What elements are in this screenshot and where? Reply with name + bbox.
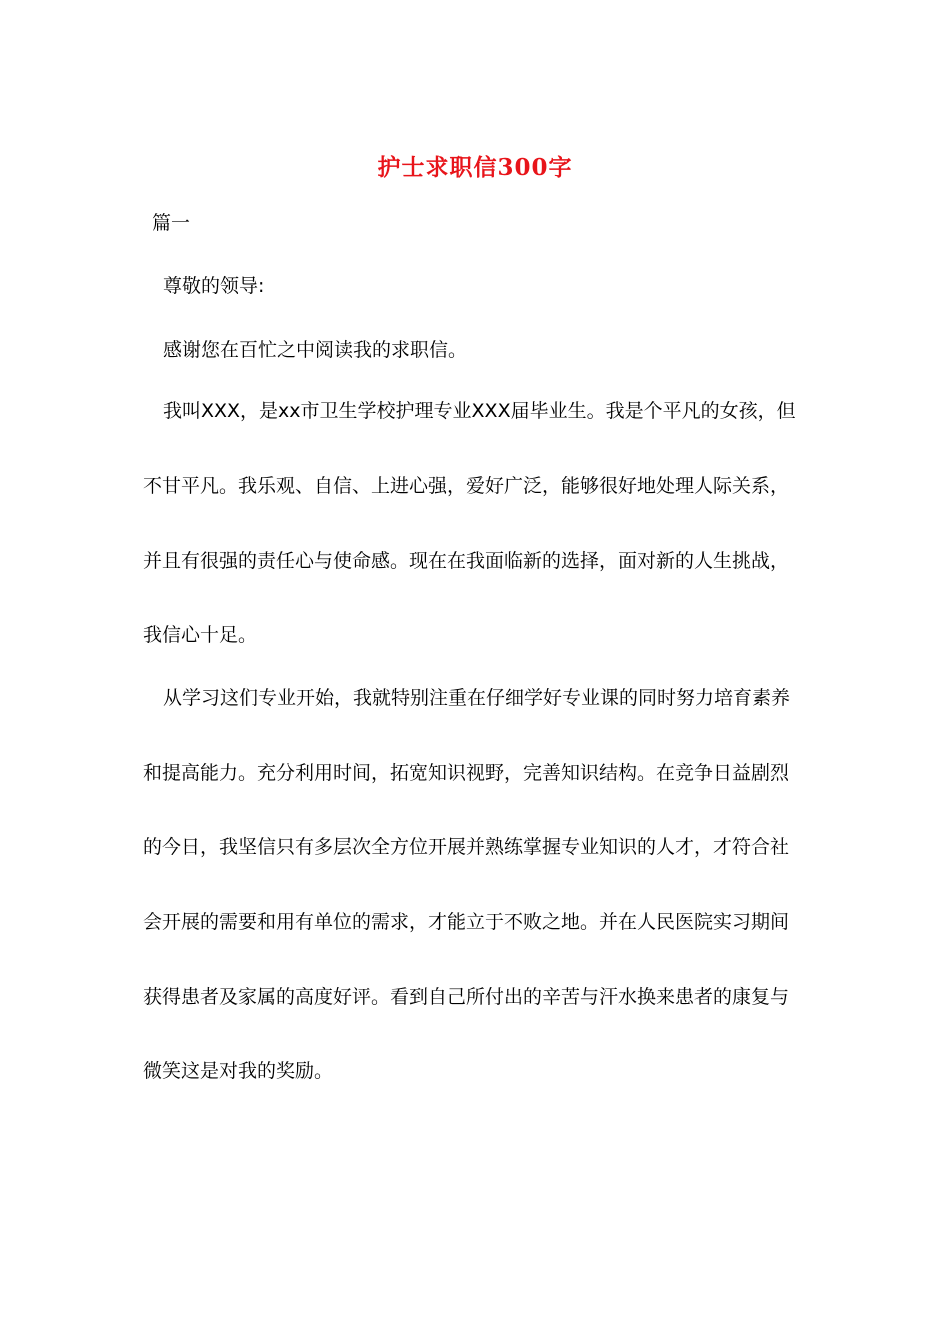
paragraph-line: 会开展的需要和用有单位的需求，才能立于不败之地。并在人民医院实习期间 (143, 911, 790, 933)
paragraph-line: 从学习这们专业开始，我就特别注重在仔细学好专业课的同时努力培育素养 (163, 687, 791, 709)
paragraph-line: 感谢您在百忙之中阅读我的求职信。 (163, 339, 468, 361)
paragraph-line: 和提高能力。充分利用时间，拓宽知识视野，完善知识结构。在竞争日益剧烈 (143, 762, 790, 784)
section-label: 篇一 (152, 212, 191, 234)
paragraph-line: 我叫XXX，是xx市卫生学校护理专业XXX届毕业生。我是个平凡的女孩，但 (163, 400, 796, 422)
paragraph-line: 微笑这是对我的奖励。 (143, 1060, 334, 1082)
greeting-line: 尊敬的领导: (163, 275, 265, 297)
paragraph-line: 我信心十足。 (143, 624, 258, 646)
paragraph-line: 并且有很强的责任心与使命感。现在在我面临新的选择，面对新的人生挑战， (143, 550, 790, 572)
paragraph-line: 不甘平凡。我乐观、自信、上进心强，爱好广泛，能够很好地处理人际关系， (143, 475, 790, 497)
document-title: 护士求职信300字 (377, 154, 573, 181)
paragraph-line: 的今日，我坚信只有多层次全方位开展并熟练掌握专业知识的人才，才符合社 (143, 836, 790, 858)
paragraph-line: 获得患者及家属的高度好评。看到自己所付出的辛苦与汗水换来患者的康复与 (143, 986, 790, 1008)
